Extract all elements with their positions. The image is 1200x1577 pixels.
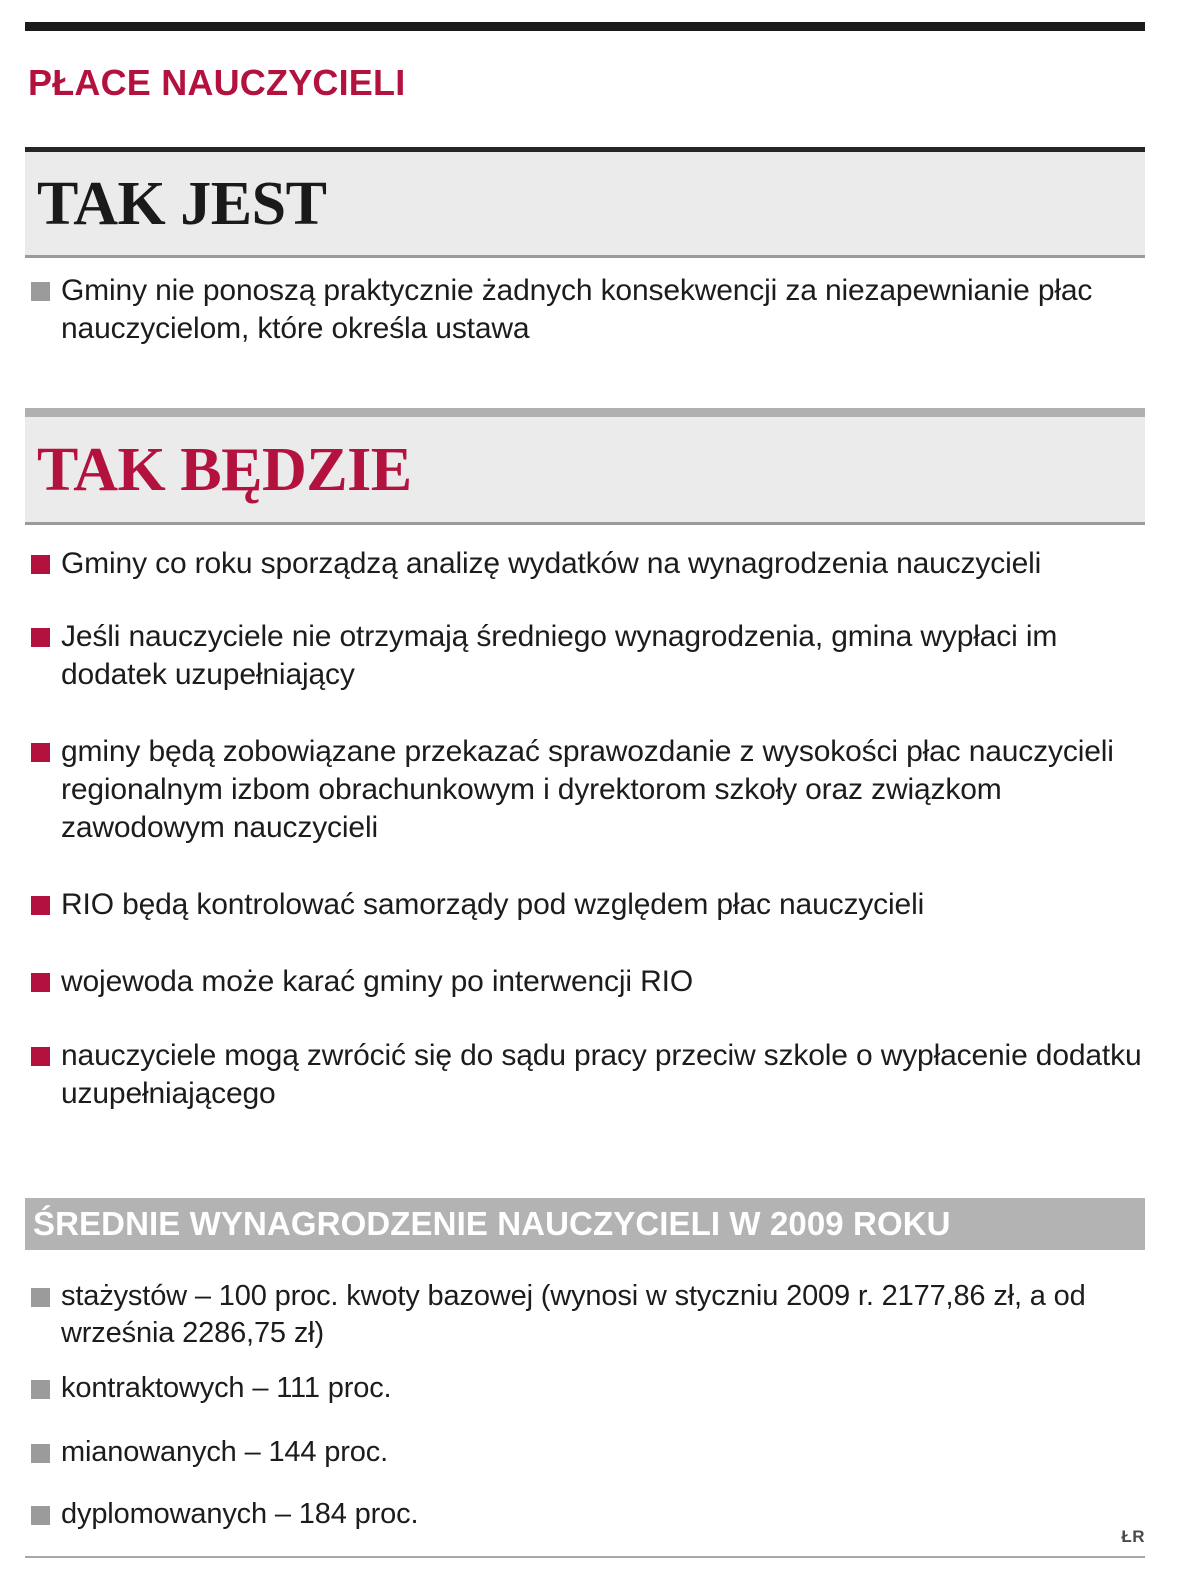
list-item-text: kontraktowych – 111 proc. <box>61 1372 392 1404</box>
list-item-text: Gminy co roku sporządzą analizę wydatków na wynagrodzenia nauczycieli <box>61 547 1042 580</box>
list-item <box>31 1278 1146 1352</box>
tak-bedzie-bottom-rule <box>25 522 1145 525</box>
list-item <box>31 886 1146 924</box>
list-item-text: stażystów – 100 proc. kwoty bazowej (wynosi w styczniu 2009 r. 2177,86 zł, a od września 2286,75 zł) <box>61 1280 1086 1349</box>
bullet-square-icon <box>31 1380 50 1399</box>
list-item <box>31 1496 1146 1533</box>
bullet-square-icon <box>31 743 50 762</box>
bottom-rule <box>25 1556 1145 1558</box>
list-item-text: gminy będą zobowiązane przekazać sprawozdanie z wysokości płac nauczycieli regionalnym izbom obrachunkowym i dyrektorom szkoły oraz związkom zawodowym nauczycieli <box>61 735 1114 844</box>
list-item <box>31 1434 1146 1471</box>
top-rule <box>25 22 1145 31</box>
list-item-text: dyplomowanych – 184 proc. <box>61 1498 419 1530</box>
list-item <box>31 1037 1146 1113</box>
list-item-text: Gminy nie ponoszą praktycznie żadnych konsekwencji za niezapewnianie płac nauczycielom, które określa ustawa <box>61 274 1093 345</box>
tak-jest-banner <box>25 152 1145 255</box>
credit-mark: ŁR <box>1121 1527 1145 1546</box>
list-item <box>31 963 1146 1001</box>
tak-jest-title: TAK JEST <box>37 170 327 238</box>
salary-section-bar <box>25 1198 1145 1250</box>
bullet-square-icon <box>31 1288 50 1307</box>
list-item-text: mianowanych – 144 proc. <box>61 1436 389 1468</box>
bullet-square-icon <box>31 628 50 647</box>
list-item <box>31 733 1146 847</box>
tak-bedzie-banner <box>25 417 1145 522</box>
bullet-square-icon <box>31 555 50 574</box>
list-item <box>31 618 1146 694</box>
bullet-square-icon <box>31 1444 50 1463</box>
bullet-square-icon <box>31 973 50 992</box>
list-item <box>31 272 1146 348</box>
tak-bedzie-title: TAK BĘDZIE <box>37 436 412 504</box>
salary-section-label: ŚREDNIE WYNAGRODZENIE NAUCZYCIELI W 2009 ROKU <box>33 1205 951 1242</box>
list-item <box>31 545 1146 583</box>
tak-jest-bottom-rule <box>25 255 1145 258</box>
bullet-square-icon <box>31 896 50 915</box>
page-title: PŁACE NAUCZYCIELI <box>28 62 406 103</box>
bullet-square-icon <box>31 1047 50 1066</box>
tak-bedzie-top-rule <box>25 408 1145 417</box>
list-item-text: wojewoda może karać gminy po interwencji RIO <box>61 965 693 998</box>
list-item-text: Jeśli nauczyciele nie otrzymają średniego wynagrodzenia, gmina wypłaci im dodatek uzupełniający <box>61 620 1058 691</box>
bullet-square-icon <box>31 1506 50 1525</box>
bullet-square-icon <box>31 282 50 301</box>
list-item-text: RIO będą kontrolować samorządy pod względem płac nauczycieli <box>61 888 925 921</box>
list-item <box>31 1370 1146 1407</box>
list-item-text: nauczyciele mogą zwrócić się do sądu pracy przeciw szkole o wypłacenie dodatku uzupełniającego <box>61 1039 1142 1110</box>
